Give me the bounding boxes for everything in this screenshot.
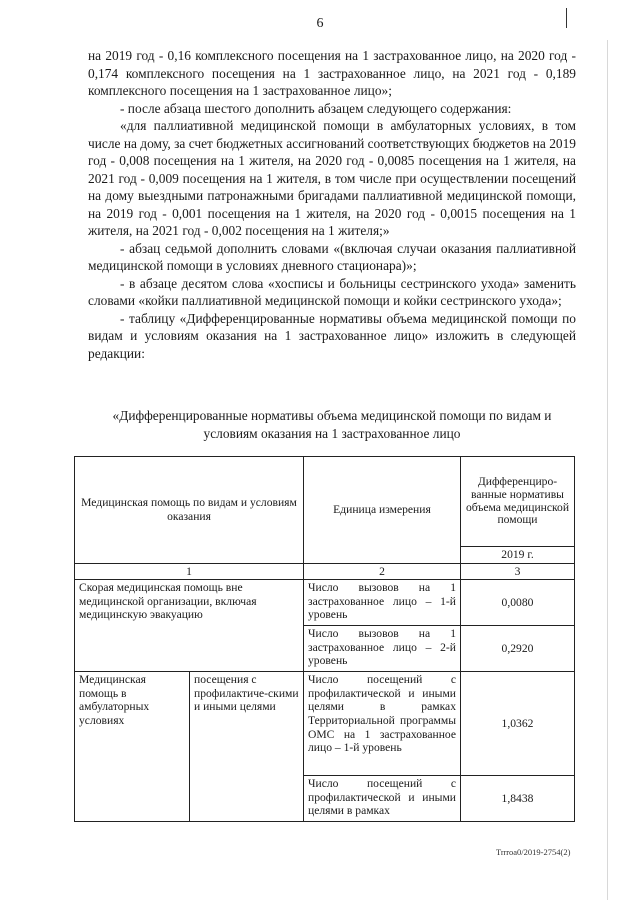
row-outpatient-unit-level2: Число посещений с профилактической и иными целями в рамках: [304, 776, 461, 822]
paragraph-palliative-norms: «для паллиативной медицинской помощи в амбулаторных условиях, в том числе на дому, за счет бюджетных ассигнований соответствующих бюджетов на 2019 год - 0,008 посещения на 1 жителя, на 2020 год - 0,0085 посещения на 1 жителя, на 2021 год - 0,009 посещения на 1 жителя, в том числе при осуществлении посещений на дому выездными патронажными бригадами паллиативной медицинской помощи, на 2019 год - 0,001 посещения на 1 жителя, на 2020 год - 0,0015 посещения на 1 жителя, на 2021 год - 0,002 посещения на 1 жителя;»: [88, 118, 576, 238]
paragraph-amendment-intro: - после абзаца шестого дополнить абзацем следующего содержания:: [120, 100, 512, 116]
body-text: [88, 47, 576, 362]
paragraph-tenth-amendment: - в абзаце десятом слова «хосписы и больницы сестринского ухода» заменить словами «койки паллиативной медицинской помощи и койки сестринского ухода»;: [88, 275, 576, 308]
paragraph-continuation: на 2019 год - 0,16 комплексного посещения на 1 застрахованное лицо, на 2020 год - 0,174 комплексного посещения на 1 застрахованное лицо, на 2021 год - 0,189 комплексного посещения на 1 застрахованное лицо»;: [88, 48, 576, 98]
document-code: Тптоа0/2019-2754(2): [496, 847, 571, 857]
paragraph-table-amendment: - таблицу «Дифференцированные нормативы объема медицинской помощи по видам и условиям оказания на 1 застрахованное лицо» изложить в следующей редакции:: [88, 310, 576, 361]
row-outpatient-value-level2: 1,8438: [461, 776, 575, 822]
norms-table: [74, 456, 575, 822]
header-year: 2019 г.: [461, 547, 575, 564]
row-outpatient-value-level1: 1,0362: [461, 672, 575, 776]
column-number-2: 2: [304, 563, 461, 580]
row-ambulance-value-level2: 0,2920: [461, 626, 575, 672]
row-ambulance-unit-level2: Число вызовов на 1 застрахованное лицо – 2-й уровень: [304, 626, 461, 672]
header-unit: Единица измерения: [304, 457, 461, 564]
scan-edge-artifact: [607, 40, 608, 900]
row-ambulance-category: Скорая медицинская помощь вне медицинской организации, включая медицинскую эвакуацию: [75, 580, 304, 672]
paragraph-seventh-amendment: - абзац седьмой дополнить словами «(включая случаи оказания паллиативной медицинской помощи в условиях дневного стационара)»;: [88, 240, 576, 273]
header-norms: Дифференциро-ванные нормативы объема медицинской помощи: [461, 457, 575, 547]
column-number-1: 1: [75, 563, 304, 580]
row-outpatient-category: Медицинская помощь в амбулаторных условиях: [75, 672, 190, 822]
row-outpatient-subcategory: посещения с профилактиче-скими и иными целями: [190, 672, 304, 822]
row-ambulance-unit-level1: Число вызовов на 1 застрахованное лицо – 1-й уровень: [304, 580, 461, 626]
header-care-type: Медицинская помощь по видам и условиям оказания: [75, 457, 304, 564]
page-number: 6: [316, 16, 324, 31]
column-number-3: 3: [461, 563, 575, 580]
scan-artifact: [566, 8, 567, 28]
row-outpatient-unit-level1: Число посещений с профилактической и иными целями в рамках Территориальной программы ОМС на 1 застрахованное лицо – 1-й уровень: [304, 672, 461, 776]
table-title: «Дифференцированные нормативы объема медицинской помощи по видам и условиям оказания на 1 застрахованное лицо: [112, 408, 552, 441]
row-ambulance-value-level1: 0,0080: [461, 580, 575, 626]
